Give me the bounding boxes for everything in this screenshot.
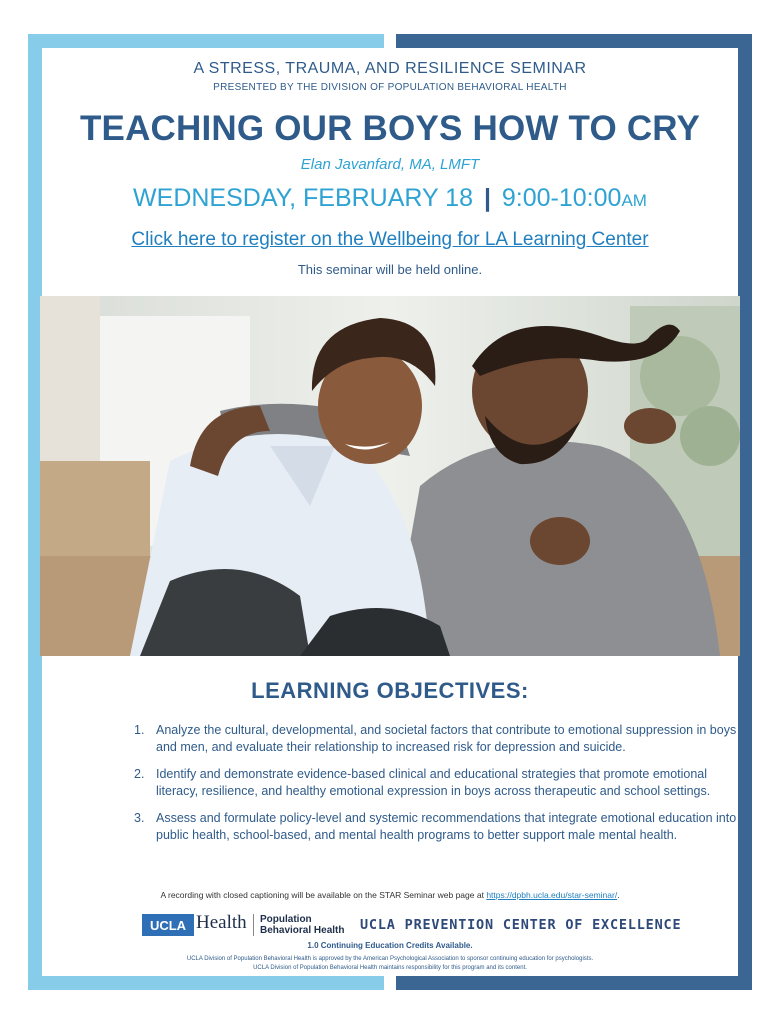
- objective-number: 2.: [134, 767, 145, 781]
- ce-credits: 1.0 Continuing Education Credits Available.: [307, 941, 473, 950]
- event-datetime: [42, 184, 738, 213]
- recording-note: [42, 890, 738, 900]
- logo-divider: [253, 914, 254, 936]
- apa-approval-note: UCLA Division of Population Behavioral Health is approved by the American Psychological Association to sponsor continuing education for psychologists.: [186, 956, 594, 962]
- hero-photo: [40, 296, 740, 656]
- recording-end: .: [617, 890, 620, 900]
- objective-number: 3.: [134, 811, 145, 825]
- star-seminar-link[interactable]: https://dpbh.ucla.edu/star-seminar/: [486, 890, 618, 900]
- pbh-line-2: Behavioral Health: [260, 925, 345, 936]
- objective-text: Assess and formulate policy-level and systemic recommendations that integrate emotional education into public health, school-based, and mental health programs to better support male mental health.: [156, 811, 737, 842]
- hero-photo-illustration: [40, 296, 740, 656]
- learning-objectives-list: [134, 722, 738, 854]
- online-note: This seminar will be held online.: [297, 262, 483, 277]
- presented-by: PRESENTED BY THE DIVISION OF POPULATION BEHAVIORAL HEALTH: [213, 82, 567, 93]
- date-separator: |: [483, 184, 491, 212]
- event-time-suffix: AM: [621, 191, 647, 210]
- seminar-series-title: A STRESS, TRAUMA, AND RESILIENCE SEMINAR: [193, 60, 587, 77]
- responsibility-note: UCLA Division of Population Behavioral Health maintains responsibility for this program and its content.: [253, 965, 527, 971]
- frame-top-left: [28, 34, 384, 48]
- objective-item: [134, 810, 738, 843]
- population-behavioral-health-logo: [260, 914, 344, 936]
- speaker-name: Elan Javanfard, MA, LMFT: [300, 156, 480, 173]
- learning-objectives-heading: LEARNING OBJECTIVES:: [251, 678, 529, 703]
- objective-text: Analyze the cultural, developmental, and societal factors that contribute to emotional suppression in boys and men, and evaluate their relationship to increased risk for depression and suicide.: [156, 723, 737, 754]
- frame-top-right: [396, 34, 752, 48]
- frame-bottom-right: [396, 976, 752, 990]
- objective-text: Identify and demonstrate evidence-based clinical and educational strategies that promote emotional literacy, resilience, and healthy emotional expression in boys across therapeutic and school settings.: [156, 767, 711, 798]
- ucla-logo: UCLA: [142, 914, 194, 936]
- event-date: WEDNESDAY, FEBRUARY 18: [133, 184, 473, 212]
- event-time: 9:00-10:00: [501, 184, 622, 212]
- frame-bottom-left: [28, 976, 384, 990]
- pbh-line-1: Population: [260, 914, 312, 925]
- ucla-health-logo-text: Health: [196, 912, 247, 933]
- prevention-center-logo: UCLA PREVENTION CENTER OF EXCELLENCE: [360, 917, 682, 933]
- frame-right: [738, 34, 752, 990]
- objective-number: 1.: [134, 723, 145, 737]
- objective-item: [134, 722, 738, 755]
- page-title: TEACHING OUR BOYS HOW TO CRY: [79, 109, 701, 148]
- register-link[interactable]: Click here to register on the Wellbeing for LA Learning Center: [131, 229, 649, 250]
- objective-item: [134, 766, 738, 799]
- recording-text: A recording with closed captioning will be available on the STAR Seminar web page at: [160, 890, 487, 900]
